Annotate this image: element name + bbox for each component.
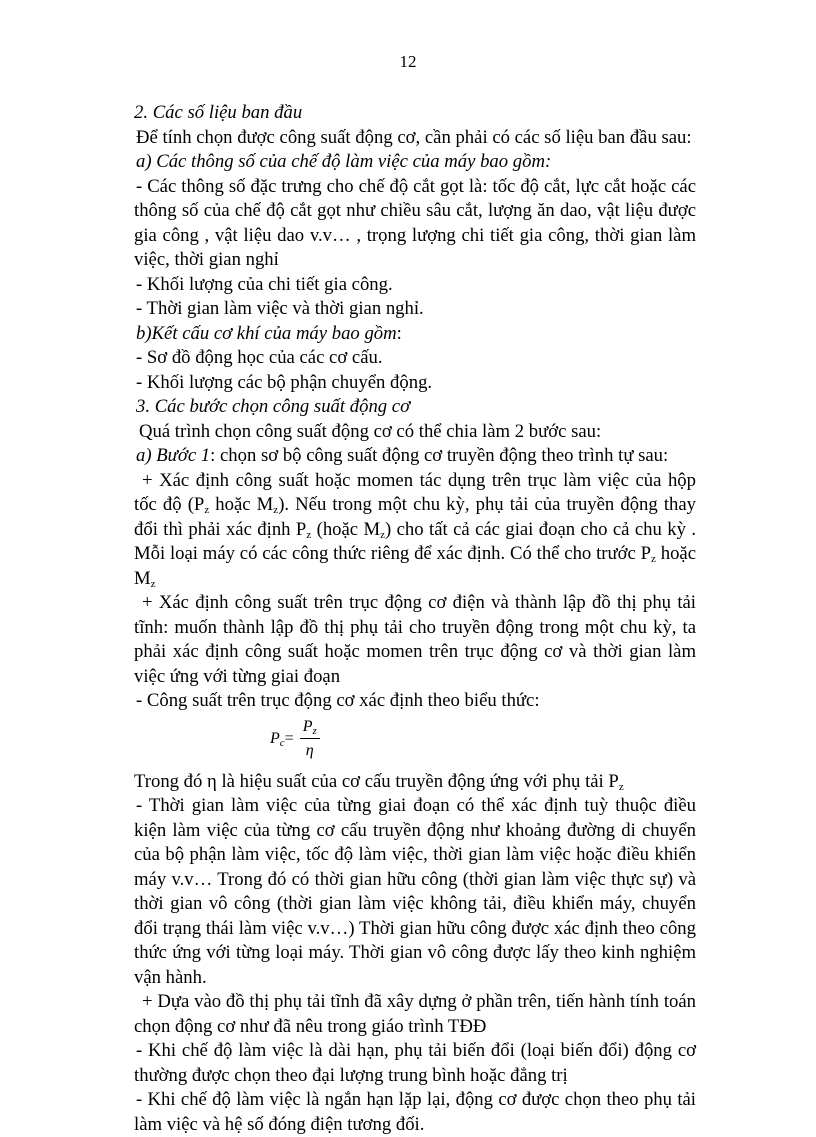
subheading-b-text: b)Kết cấu cơ khí của máy bao gồm — [136, 322, 397, 344]
document-body — [134, 101, 696, 1137]
paragraph-efficiency — [134, 770, 696, 795]
paragraph-intro: Để tính chọn được công suất động cơ, cần phải có các số liệu ban đầu sau: — [136, 126, 692, 148]
page-number: 12 — [399, 52, 417, 71]
subscript: z — [306, 528, 312, 541]
bullet-mass: - Khối lượng của chi tiết gia công. — [136, 273, 393, 295]
formula-numerator — [300, 717, 320, 739]
text-run: hoặc M — [134, 543, 696, 589]
subheading-b-colon: : — [396, 322, 402, 344]
text-run: ) cho tất cả các giai đoạn cho cả chu kỳ . Mỗi loại máy có các công thức riêng để xác định. Có thể cho trước P — [134, 518, 696, 564]
paragraph-intermittent-duty: - Khi chế độ làm việc là ngắn hạn lặp lại, động cơ được chọn theo phụ tải làm việc và hệ số đóng điện tương đối. — [134, 1089, 696, 1135]
subscript: z — [273, 504, 279, 516]
formula-lhs — [270, 730, 285, 748]
step-1-text: : chọn sơ bộ công suất động cơ truyền động theo trình tự sau: — [210, 445, 669, 466]
formula-fraction — [300, 717, 320, 762]
subscript: z — [380, 528, 386, 541]
paragraph-working-time: - Thời gian làm việc của từng giai đoạn có thể xác định tuỳ thuộc điều kiện làm việc của từng cơ cấu truyền động như khoảng đường di chuyển của bộ phận làm việc, tốc độ làm việc, thời gian làm việc hoặc điều khiển máy v.v… Trong đó có thời gian hữu công (thời gian làm việc thực sự) và thời gian vô công (thời gian làm việc không tải, điều khiển máy, chuyển đổi trạng thái làm việc v.v…) Thời gian hữu công được xác định theo công thức ứng với từng loại máy. Thời gian vô công được lấy theo kinh nghiệm vận hành. — [134, 795, 696, 988]
section-heading-3: 3. Các bước chọn công suất động cơ — [136, 396, 411, 417]
paragraph-load-graph: + Xác định công suất trên trục động cơ điện và thành lập đồ thị phụ tải tĩnh: muốn thành lập đồ thị phụ tải cho truyền động trong một chu kỳ, ta phải xác định công suất hoặc momen trên trục động cơ và thời gian làm việc ứng với từng giai đoạn — [134, 592, 696, 687]
step-1-label: a) Bước 1 — [136, 445, 211, 466]
text-run: + Xác định công suất hoặc momen tác dụng trên trục làm việc của hộp tốc độ (P — [134, 469, 696, 515]
text-run: hoặc M — [209, 494, 274, 515]
paragraph-steps: Quá trình chọn công suất động cơ có thể chia làm 2 bước sau: — [139, 420, 602, 442]
text-run: (hoặc M — [311, 518, 381, 540]
text-run: Trong đó η là hiệu suất của cơ cấu truyền động ứng với phụ tải P — [134, 770, 619, 792]
subscript: z — [150, 577, 156, 590]
formula-num-symbol: P — [302, 717, 313, 735]
paragraph-load-determination — [134, 469, 696, 592]
paragraph-long-duty: - Khi chế độ làm việc là dài hạn, phụ tải biến đổi (loại biến đổi) động cơ thường được chọn theo đại lượng trung bình hoặc đẳng trị — [134, 1040, 696, 1086]
formula-lhs-sub: c — [279, 737, 285, 749]
power-formula — [270, 717, 320, 762]
formula-denominator: η — [305, 741, 314, 759]
formula-equals: = — [284, 730, 294, 747]
section-heading-2: 2. Các số liệu ban đầu — [134, 102, 303, 123]
bullet-time: - Thời gian làm việc và thời gian nghỉ. — [136, 298, 424, 319]
bullet-kinematics: - Sơ đồ động học của các cơ cấu. — [136, 347, 383, 368]
bullet-moving-parts: - Khối lượng các bộ phận chuyển động. — [136, 371, 433, 393]
text-run: ). Nếu trong một chu kỳ, phụ tải của truyền động thay đổi thì phải xác định P — [134, 494, 696, 540]
subscript: z — [651, 553, 656, 565]
subheading-a: a) Các thông số của chế độ làm việc của máy bao gồm: — [136, 151, 552, 172]
formula-block — [134, 714, 696, 770]
subscript: z — [204, 504, 210, 516]
subheading-b — [134, 322, 696, 347]
bullet-cutting-params: - Các thông số đặc trưng cho chế độ cắt gọt là: tốc độ cắt, lực cắt hoặc các thông số của chế độ cắt gọt như chiều sâu cắt, lượng ăn dao, vật liệu được gia công , vật liệu dao v.v… , trọng lượng chi tiết gia công, thời gian làm việc, thời gian nghỉ — [134, 175, 696, 270]
formula-num-sub: z — [312, 724, 317, 737]
paragraph-formula-intro: - Công suất trên trục động cơ xác định theo biểu thức: — [136, 690, 540, 711]
step-1 — [134, 444, 696, 469]
subscript: z — [618, 780, 624, 793]
formula-lhs-symbol: P — [270, 730, 280, 747]
paragraph-load-graph-selection: + Dựa vào đồ thị phụ tải tĩnh đã xây dựng ở phần trên, tiến hành tính toán chọn động cơ như đã nêu trong giáo trình TĐĐ — [134, 991, 696, 1037]
